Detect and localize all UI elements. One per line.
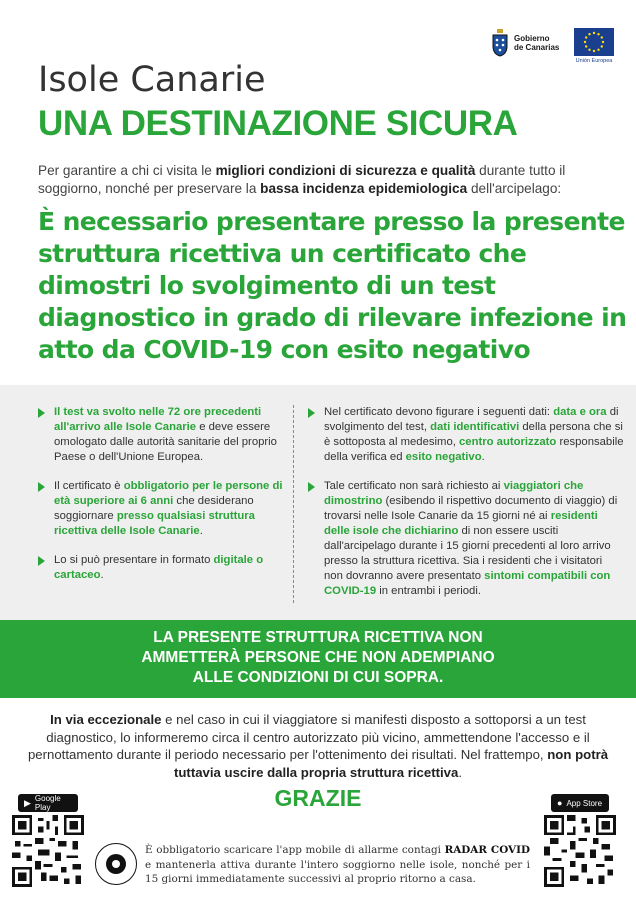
gobierno-label: Gobierno de Canarias — [514, 34, 560, 52]
list-item — [38, 479, 286, 539]
bullet-highlight: dati identificativi — [430, 421, 520, 433]
bullet-arrow-icon — [38, 556, 45, 566]
column-divider — [293, 405, 294, 603]
conditions-right-column — [308, 405, 624, 613]
eu-logo — [574, 28, 614, 64]
notice-line: ALLE CONDIZIONI DI CUI SOPRA. — [192, 669, 444, 686]
bullet-text: Lo si può presentare in formato — [54, 554, 214, 566]
intro-bold-2: bassa incidenza epidemiologica — [260, 181, 468, 196]
gobierno-de-canarias-logo — [490, 28, 560, 58]
bullet-highlight: esito negativo — [405, 451, 482, 463]
bullet-highlight: sintomi compatibili con COVID-19 — [324, 570, 611, 597]
bullet-text: Nel certificato devono figurare i seguenti dati: — [324, 406, 554, 418]
page-subtitle: UNA DESTINAZIONE SICURA — [38, 104, 518, 143]
app-note-text-1: È obbligatorio scaricare l'app mobile di allarme contagi — [145, 844, 445, 856]
coat-of-arms-icon — [490, 28, 510, 58]
bullet-text: Il certificato è — [54, 480, 124, 492]
google-play-label: Google Play — [34, 794, 61, 812]
thanks-heading: GRAZIE — [274, 785, 362, 811]
page-title: Isole Canarie — [38, 60, 266, 100]
outro-text-2: . — [458, 764, 463, 780]
bullet-highlight: viaggiatori che dimostrino — [324, 480, 584, 507]
outro-text-1: e nel caso in cui il viaggiatore si manifesti disposto a sottoporsi a un test diagnostico, lo informeremo circa il centro autorizzato più vicino, ammettendone l'accesso e il pernottamento durante il periodo necessario per l'ottenimento dei risultati. Nel frattempo, — [27, 712, 590, 762]
google-play-qr-code[interactable] — [12, 815, 84, 887]
bullet-arrow-icon — [308, 482, 315, 492]
list-item — [308, 479, 624, 599]
apple-icon: ● — [557, 798, 563, 808]
bullet-text: della persona che si è sottoposta al medesimo, — [324, 421, 623, 448]
notice-text — [0, 628, 636, 688]
app-download-note — [145, 843, 530, 887]
notice-line: AMMETTERÀ PERSONE CHE NON ADEMPIANO — [141, 649, 495, 666]
bullet-highlight: Il test va svolto nelle 72 ore precedenti all'arrivo alle Isole Canarie — [54, 406, 262, 433]
bullet-highlight: data e ora — [553, 406, 607, 418]
radar-icon-center — [106, 854, 126, 874]
intro-text-1: Per garantire a chi ci visita le — [38, 163, 216, 178]
list-item — [38, 405, 286, 465]
bullet-text: e deve essere omologato dalle autorità sanitarie del proprio Paese o dell'Unione Europea. — [54, 421, 277, 463]
radar-icon-dot — [112, 860, 120, 868]
bullet-arrow-icon — [38, 408, 45, 418]
bullet-highlight: digitale o cartaceo — [54, 554, 264, 581]
requirement-headline: È necessario presentare presso la presente struttura ricettiva un certificato che dimostri lo svolgimento di un test diagnostico in grado di rilevare infezione in atto da COVID-19 con esito negativo — [38, 207, 627, 364]
bullet-text: . — [481, 451, 485, 463]
intro-paragraph — [38, 162, 618, 198]
app-note-text-2: e mantenerla attiva durante l'intero soggiorno nelle isole, nonché per i 15 giorni immediatamente successivi al proprio ritorno a casa. — [145, 858, 530, 885]
bullet-highlight: residenti delle isole che dichiarino — [324, 510, 598, 537]
bullet-text: di non essere usciti dall'arcipelago durante i 15 giorni precedenti al loro arrivo presso la struttura ricettiva. Sia i residenti che i visitatori non dovranno avere presentato — [324, 525, 611, 582]
bullet-highlight: presso qualsiasi struttura ricettiva delle Isole Canarie — [54, 510, 255, 537]
app-name: RADAR COVID — [444, 844, 530, 856]
bullet-text: che desiderano soggiornare — [54, 495, 254, 522]
bullet-text: responsabile della verifica ed — [324, 436, 624, 463]
notice-line: LA PRESENTE STRUTTURA RICETTIVA NON — [153, 629, 483, 646]
bullet-text: . — [100, 569, 104, 581]
radar-covid-app-icon — [95, 843, 137, 885]
bullet-text: . — [199, 525, 203, 537]
outro-bold-1: In via eccezionale — [50, 712, 162, 727]
app-store-label: App Store — [566, 798, 603, 808]
eu-flag-icon — [574, 28, 614, 56]
intro-bold-1: migliori condizioni di sicurezza e qualità — [215, 163, 476, 178]
bullet-text: Tale certificato non sarà richiesto ai — [324, 480, 504, 492]
logos — [490, 28, 614, 64]
bullet-text: in entrambi i periodi. — [376, 585, 481, 597]
eu-label: Unión Europea — [575, 58, 613, 64]
bullet-arrow-icon — [38, 482, 45, 492]
conditions-left-column — [38, 405, 286, 597]
bullet-highlight: centro autorizzato — [459, 436, 557, 448]
bullet-text: di svolgimento del test, — [324, 406, 619, 433]
bullet-text: (esibendo il rispettivo documento di viaggio) di trovarsi nelle Isole Canarie da 15 giorni né ai — [324, 495, 618, 522]
bullet-highlight: obbligatorio per le persone di età superiore ai 6 anni — [54, 480, 283, 507]
play-icon: ▶ — [24, 797, 31, 808]
intro-text-2: durante tutto il soggiorno, nonché per preservare la — [38, 163, 566, 196]
outro-bold-2: non potrà tuttavia uscire dalla propria struttura ricettiva — [173, 747, 609, 780]
list-item — [38, 553, 286, 583]
bullet-arrow-icon — [308, 408, 315, 418]
app-store-qr-code[interactable] — [544, 815, 616, 887]
exception-paragraph — [20, 711, 616, 781]
intro-text-3: dell'arcipelago: — [467, 181, 562, 196]
list-item — [308, 405, 624, 465]
